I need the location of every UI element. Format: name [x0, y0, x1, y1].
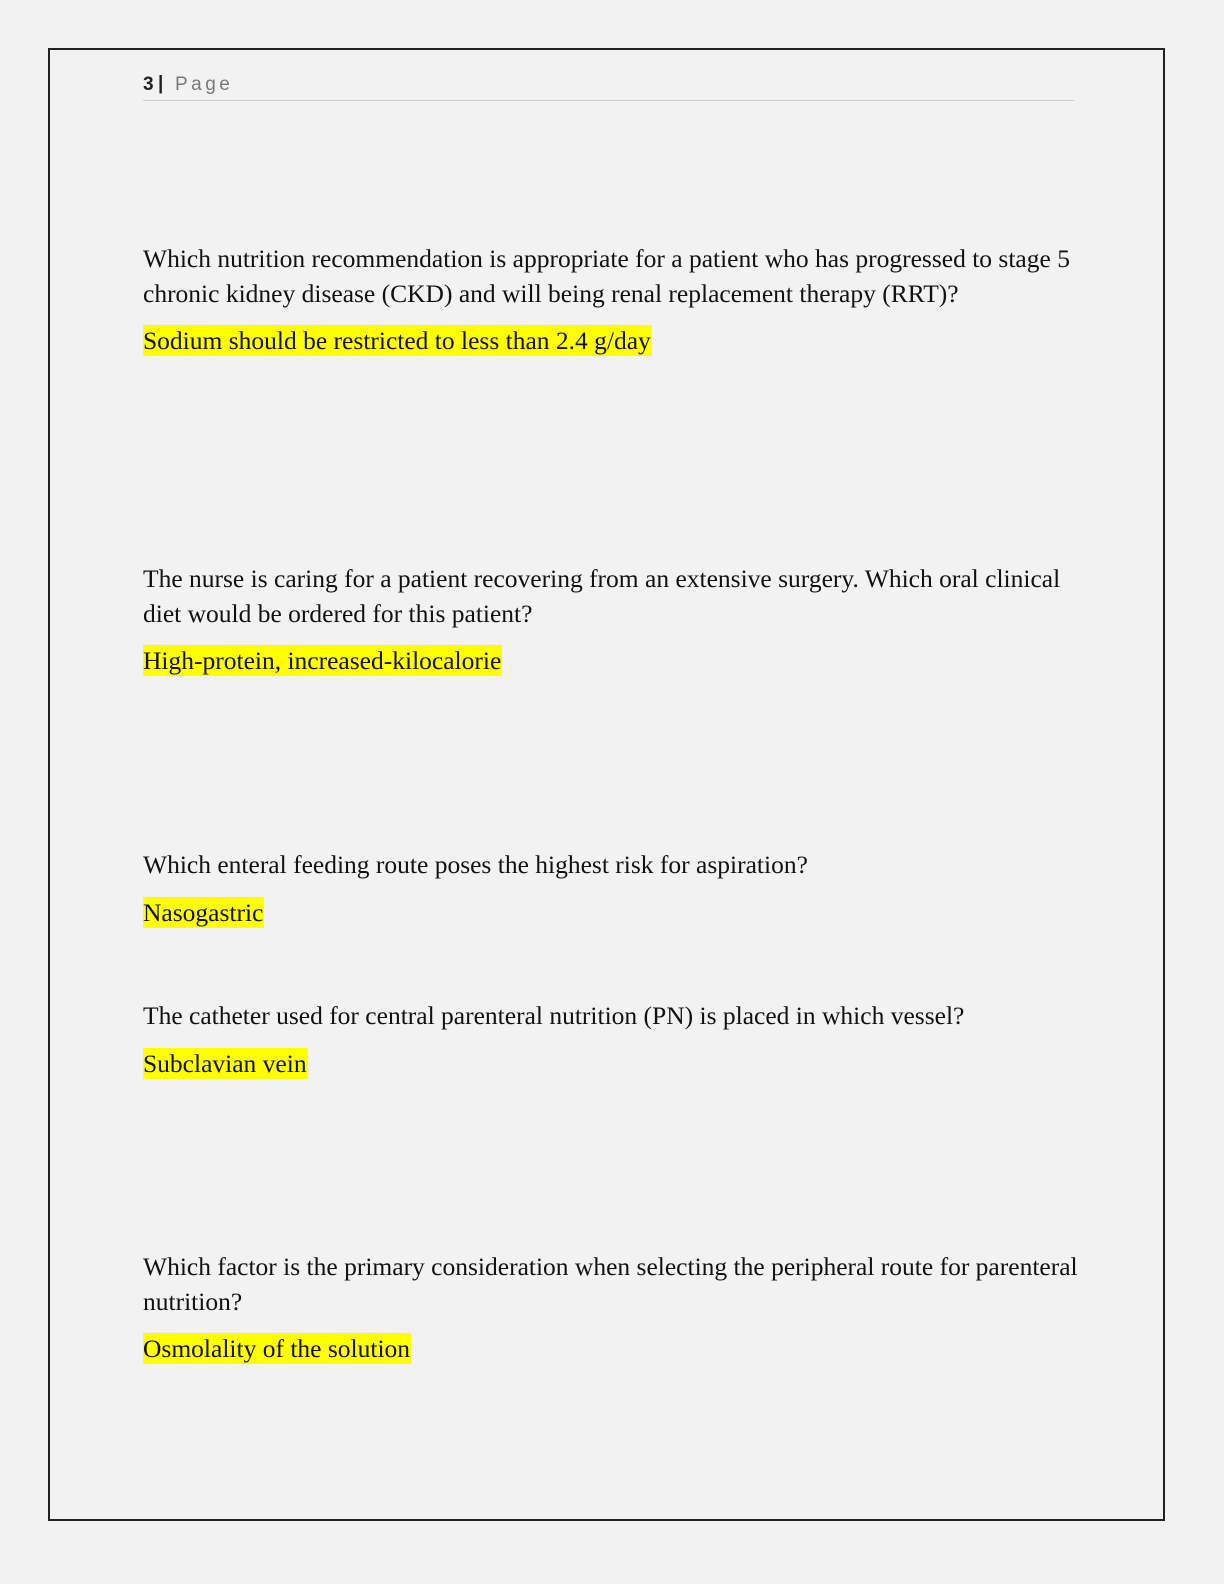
qa-item — [143, 562, 1083, 679]
question-text: Which nutrition recommendation is appropriate for a patient who has progressed to stage 5 chronic kidney disease (CKD) and will being renal replacement therapy (RRT)? — [143, 244, 1070, 308]
qa-item — [143, 999, 1083, 1081]
page-number: 3 — [143, 74, 154, 95]
question-text: Which factor is the primary consideration when selecting the peripheral route for parenteral nutrition? — [143, 1252, 1078, 1316]
qa-item — [143, 1250, 1083, 1367]
qa-item — [143, 848, 1083, 930]
highlighted-answer: High-protein, increased-kilocalorie — [143, 646, 502, 675]
question-text: The nurse is caring for a patient recovering from an extensive surgery. Which oral clinical diet would be ordered for this patient? — [143, 564, 1061, 628]
highlighted-answer: Osmolality of the solution — [143, 1334, 411, 1363]
highlighted-answer: Sodium should be restricted to less than 2.4 g/day — [143, 326, 651, 355]
question-text: Which enteral feeding route poses the highest risk for aspiration? — [143, 850, 808, 879]
page-label: Page — [175, 74, 234, 95]
highlighted-answer: Nasogastric — [143, 897, 264, 927]
highlighted-answer: Subclavian vein — [143, 1048, 307, 1078]
qa-item — [143, 242, 1083, 359]
question-text: The catheter used for central parenteral nutrition (PN) is placed in which vessel? — [143, 1001, 965, 1030]
page-header — [143, 70, 1074, 101]
header-separator: | — [158, 73, 164, 94]
